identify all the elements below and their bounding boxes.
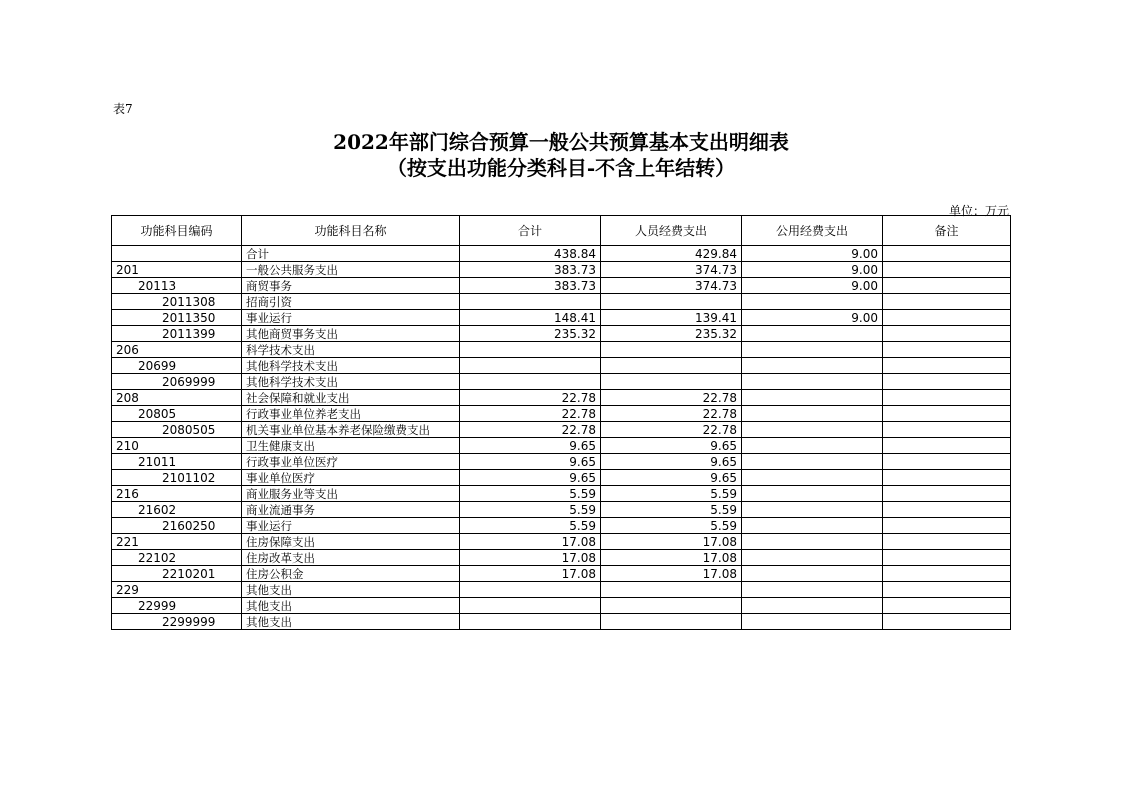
cell-total: 17.08 (460, 566, 601, 582)
cell-personnel: 22.78 (601, 406, 742, 422)
cell-code: 216 (112, 486, 242, 502)
cell-personnel (601, 598, 742, 614)
header-personnel: 人员经费支出 (601, 216, 742, 246)
cell-public (742, 470, 883, 486)
cell-name: 行政事业单位医疗 (242, 454, 460, 470)
cell-name: 社会保障和就业支出 (242, 390, 460, 406)
cell-public (742, 454, 883, 470)
cell-note (883, 550, 1011, 566)
cell-note (883, 390, 1011, 406)
cell-note (883, 422, 1011, 438)
cell-public (742, 518, 883, 534)
table-row (112, 374, 1011, 390)
cell-total (460, 374, 601, 390)
cell-note (883, 582, 1011, 598)
cell-note (883, 438, 1011, 454)
cell-public (742, 294, 883, 310)
cell-name: 商贸事务 (242, 278, 460, 294)
cell-name: 住房公积金 (242, 566, 460, 582)
cell-public (742, 422, 883, 438)
cell-personnel: 139.41 (601, 310, 742, 326)
cell-name: 其他科学技术支出 (242, 358, 460, 374)
cell-personnel: 5.59 (601, 502, 742, 518)
header-note: 备注 (883, 216, 1011, 246)
cell-name: 住房改革支出 (242, 550, 460, 566)
cell-code: 2210201 (112, 566, 242, 582)
cell-name: 卫生健康支出 (242, 438, 460, 454)
cell-name: 一般公共服务支出 (242, 262, 460, 278)
cell-public (742, 566, 883, 582)
unit-label: 单位：万元 (948, 204, 1009, 218)
cell-name: 合计 (242, 246, 460, 262)
cell-public (742, 342, 883, 358)
table-row (112, 310, 1011, 326)
table-row (112, 278, 1011, 294)
cell-name: 机关事业单位基本养老保险缴费支出 (242, 422, 460, 438)
table-row (112, 326, 1011, 342)
cell-total: 5.59 (460, 486, 601, 502)
cell-code: 2011308 (112, 294, 242, 310)
cell-public (742, 614, 883, 630)
cell-code: 2101102 (112, 470, 242, 486)
cell-personnel (601, 294, 742, 310)
cell-public (742, 406, 883, 422)
cell-personnel: 429.84 (601, 246, 742, 262)
cell-personnel: 374.73 (601, 262, 742, 278)
cell-name: 科学技术支出 (242, 342, 460, 358)
cell-name: 事业单位医疗 (242, 470, 460, 486)
cell-personnel: 374.73 (601, 278, 742, 294)
cell-code (112, 246, 242, 262)
cell-public (742, 502, 883, 518)
cell-total (460, 598, 601, 614)
table-row (112, 438, 1011, 454)
cell-code: 21602 (112, 502, 242, 518)
cell-code: 206 (112, 342, 242, 358)
header-total: 合计 (460, 216, 601, 246)
cell-note (883, 486, 1011, 502)
table-row (112, 518, 1011, 534)
cell-total: 5.59 (460, 502, 601, 518)
cell-public (742, 582, 883, 598)
cell-total: 9.65 (460, 454, 601, 470)
cell-public: 9.00 (742, 278, 883, 294)
cell-personnel: 9.65 (601, 438, 742, 454)
table-header-row (112, 216, 1011, 246)
cell-code: 208 (112, 390, 242, 406)
cell-public (742, 438, 883, 454)
cell-name: 其他科学技术支出 (242, 374, 460, 390)
cell-note (883, 406, 1011, 422)
cell-note (883, 326, 1011, 342)
cell-note (883, 454, 1011, 470)
cell-personnel: 5.59 (601, 518, 742, 534)
cell-personnel (601, 342, 742, 358)
page-subtitle: （按支出功能分类科目-不含上年结转） (386, 156, 736, 180)
cell-name: 商业流通事务 (242, 502, 460, 518)
header-public: 公用经费支出 (742, 216, 883, 246)
cell-code: 20805 (112, 406, 242, 422)
cell-code: 2160250 (112, 518, 242, 534)
cell-public: 9.00 (742, 262, 883, 278)
cell-personnel (601, 582, 742, 598)
cell-note (883, 470, 1011, 486)
table-row (112, 342, 1011, 358)
cell-personnel: 17.08 (601, 550, 742, 566)
cell-total (460, 342, 601, 358)
cell-public (742, 598, 883, 614)
cell-note (883, 246, 1011, 262)
cell-total: 17.08 (460, 550, 601, 566)
cell-code: 229 (112, 582, 242, 598)
table-row (112, 534, 1011, 550)
cell-personnel: 22.78 (601, 422, 742, 438)
table-row (112, 246, 1011, 262)
cell-code: 22999 (112, 598, 242, 614)
table-row (112, 502, 1011, 518)
cell-code: 210 (112, 438, 242, 454)
cell-personnel (601, 374, 742, 390)
cell-note (883, 358, 1011, 374)
cell-total: 5.59 (460, 518, 601, 534)
cell-note (883, 374, 1011, 390)
cell-total: 438.84 (460, 246, 601, 262)
cell-public (742, 358, 883, 374)
table-row (112, 486, 1011, 502)
table-row (112, 262, 1011, 278)
cell-name: 其他支出 (242, 582, 460, 598)
cell-name: 行政事业单位养老支出 (242, 406, 460, 422)
cell-public: 9.00 (742, 310, 883, 326)
cell-name: 其他商贸事务支出 (242, 326, 460, 342)
cell-total: 148.41 (460, 310, 601, 326)
cell-code: 20113 (112, 278, 242, 294)
cell-note (883, 278, 1011, 294)
cell-total (460, 614, 601, 630)
cell-code: 2080505 (112, 422, 242, 438)
cell-total: 9.65 (460, 438, 601, 454)
cell-note (883, 310, 1011, 326)
cell-code: 20699 (112, 358, 242, 374)
cell-personnel: 9.65 (601, 470, 742, 486)
table-row (112, 614, 1011, 630)
cell-code: 201 (112, 262, 242, 278)
cell-personnel: 17.08 (601, 566, 742, 582)
cell-code: 2011350 (112, 310, 242, 326)
cell-total: 22.78 (460, 422, 601, 438)
cell-total: 235.32 (460, 326, 601, 342)
cell-public (742, 390, 883, 406)
cell-note (883, 294, 1011, 310)
cell-name: 招商引资 (242, 294, 460, 310)
cell-note (883, 342, 1011, 358)
header-code: 功能科目编码 (112, 216, 242, 246)
cell-name: 事业运行 (242, 518, 460, 534)
cell-note (883, 262, 1011, 278)
cell-code: 2299999 (112, 614, 242, 630)
cell-personnel: 9.65 (601, 454, 742, 470)
table-number-label: 表7 (113, 102, 133, 116)
cell-note (883, 614, 1011, 630)
cell-total: 17.08 (460, 534, 601, 550)
cell-total: 22.78 (460, 390, 601, 406)
table-row (112, 454, 1011, 470)
cell-total: 383.73 (460, 278, 601, 294)
cell-code: 2011399 (112, 326, 242, 342)
table-row (112, 422, 1011, 438)
cell-personnel: 235.32 (601, 326, 742, 342)
cell-public (742, 534, 883, 550)
cell-name: 事业运行 (242, 310, 460, 326)
cell-name: 其他支出 (242, 598, 460, 614)
cell-note (883, 518, 1011, 534)
cell-personnel: 5.59 (601, 486, 742, 502)
page-title: 2022年部门综合预算一般公共预算基本支出明细表 (333, 130, 789, 154)
cell-personnel (601, 358, 742, 374)
cell-code: 21011 (112, 454, 242, 470)
cell-name: 其他支出 (242, 614, 460, 630)
header-name: 功能科目名称 (242, 216, 460, 246)
table-row (112, 358, 1011, 374)
cell-code: 2069999 (112, 374, 242, 390)
cell-personnel: 22.78 (601, 390, 742, 406)
cell-total: 9.65 (460, 470, 601, 486)
table-row (112, 566, 1011, 582)
cell-total: 22.78 (460, 406, 601, 422)
cell-personnel (601, 614, 742, 630)
table-row (112, 598, 1011, 614)
table-row (112, 406, 1011, 422)
cell-note (883, 598, 1011, 614)
cell-public (742, 326, 883, 342)
cell-public (742, 374, 883, 390)
table-row (112, 550, 1011, 566)
cell-total (460, 294, 601, 310)
table-row (112, 390, 1011, 406)
cell-note (883, 534, 1011, 550)
cell-personnel: 17.08 (601, 534, 742, 550)
cell-public: 9.00 (742, 246, 883, 262)
cell-note (883, 566, 1011, 582)
cell-code: 22102 (112, 550, 242, 566)
table-row (112, 294, 1011, 310)
table-row (112, 582, 1011, 598)
cell-total (460, 358, 601, 374)
table-row (112, 470, 1011, 486)
budget-table (111, 215, 1011, 630)
cell-total: 383.73 (460, 262, 601, 278)
cell-name: 商业服务业等支出 (242, 486, 460, 502)
cell-name: 住房保障支出 (242, 534, 460, 550)
cell-total (460, 582, 601, 598)
cell-note (883, 502, 1011, 518)
cell-public (742, 550, 883, 566)
cell-public (742, 486, 883, 502)
cell-code: 221 (112, 534, 242, 550)
